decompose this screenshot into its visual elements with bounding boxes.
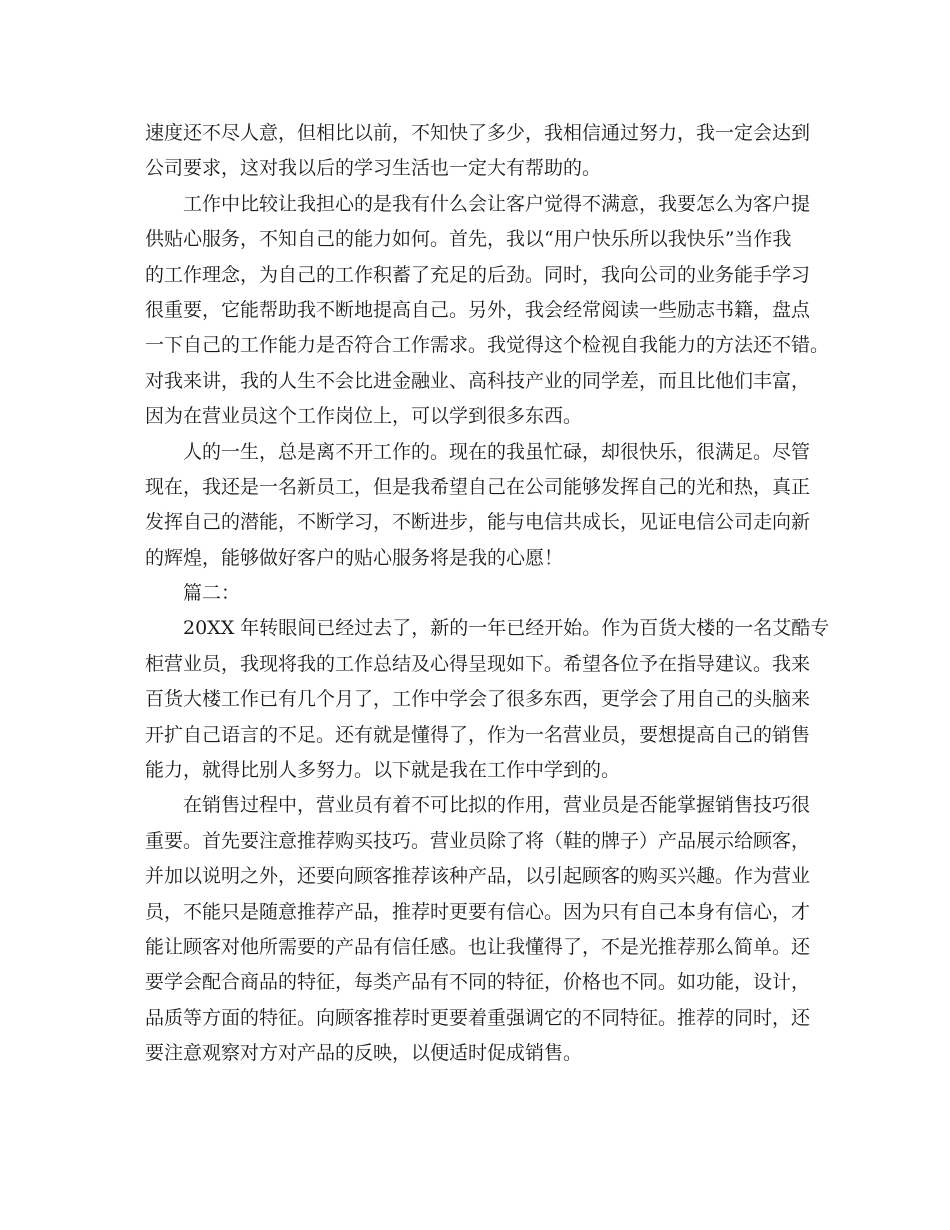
text-line: 品质等方面的特征。向顾客推荐时更要着重强调它的不同特征。推荐的同时，还 [145,1006,811,1029]
text-line: 供贴心服务，不知自己的能力如何。首先，我以“用户快乐所以我快乐”当作我 [145,228,792,251]
text-line: 现在，我还是一名新员工，但是我希望自己在公司能够发挥自己的光和热，真正 [145,475,811,498]
section-heading [145,576,810,611]
text-line: 能力，就得比别人多努力。以下就是我在工作中学到的。 [145,759,621,782]
text-line: 员，不能只是随意推荐产品，推荐时更要有信心。因为只有自己本身有信心，才 [145,900,811,923]
text-line: 并加以说明之外，还要向顾客推荐该种产品，以引起顾客的购买兴趣。作为营业 [145,865,811,888]
text-line: 20XX 年转眼间已经过去了，新的一年已经开始。作为百货大楼的一名艾酷专 [183,617,830,640]
text-line: 柜营业员，我现将我的工作总结及心得呈现如下。希望各位予在指导建议。我来 [145,652,811,675]
text-line: 的工作理念，为自己的工作积蓄了充足的后劲。同时，我向公司的业务能手学习 [145,263,811,286]
text-line: 开扩自己语言的不足。还有就是懂得了，作为一名营业员，要想提高自己的销售 [145,723,811,746]
text-line: 一下自己的工作能力是否符合工作需求。我觉得这个检视自我能力的方法还不错。 [145,334,830,357]
text-line: 在销售过程中，营业员有着不可比拟的作用，营业员是否能掌握销售技巧很 [183,794,811,817]
text-line: 因为在营业员这个工作岗位上，可以学到很多东西。 [145,405,583,428]
text-line: 发挥自己的潜能，不断学习，不断进步，能与电信共成长，见证电信公司走向新 [145,511,811,534]
text-line: 重要。首先要注意推荐购买技巧。营业员除了将（鞋的牌子）产品展示给顾客， [145,829,811,852]
paragraph [145,435,810,577]
paragraph [145,611,830,788]
text-line: 的辉煌，能够做好客户的贴心服务将是我的心愿！ [145,546,564,569]
document-body [145,116,830,1072]
text-line: 要学会配合商品的特征，每类产品有不同的特征，价格也不同。如功能，设计， [145,971,811,994]
text-line: 对我来讲，我的人生不会比进金融业、高科技产业的同学差，而且比他们丰富， [145,369,811,392]
text-line: 很重要，它能帮助我不断地提高自己。另外，我会经常阅读一些励志书籍，盘点 [145,298,811,321]
text-line: 速度还不尽人意，但相比以前，不知快了多少，我相信通过努力，我一定会达到 [145,122,811,144]
text-line: 公司要求，这对我以后的学习生活也一定大有帮助的。 [145,157,602,180]
text-line: 篇二： [183,582,241,605]
paragraph [145,187,830,435]
text-line: 要注意观察对方对产品的反映，以便适时促成销售。 [145,1042,583,1065]
text-line: 人的一生，总是离不开工作的。现在的我虽忙碌，却很快乐，很满足。尽管 [183,440,811,463]
text-line: 工作中比较让我担心的是我有什么会让客户觉得不满意，我要怎么为客户提 [183,192,811,215]
paragraph [145,788,810,1071]
text-line: 百货大楼工作已有几个月了，工作中学会了很多东西，更学会了用自己的头脑来 [145,688,811,711]
text-line: 能让顾客对他所需要的产品有信任感。也让我懂得了，不是光推荐那么简单。还 [145,935,811,958]
paragraph [145,116,810,187]
